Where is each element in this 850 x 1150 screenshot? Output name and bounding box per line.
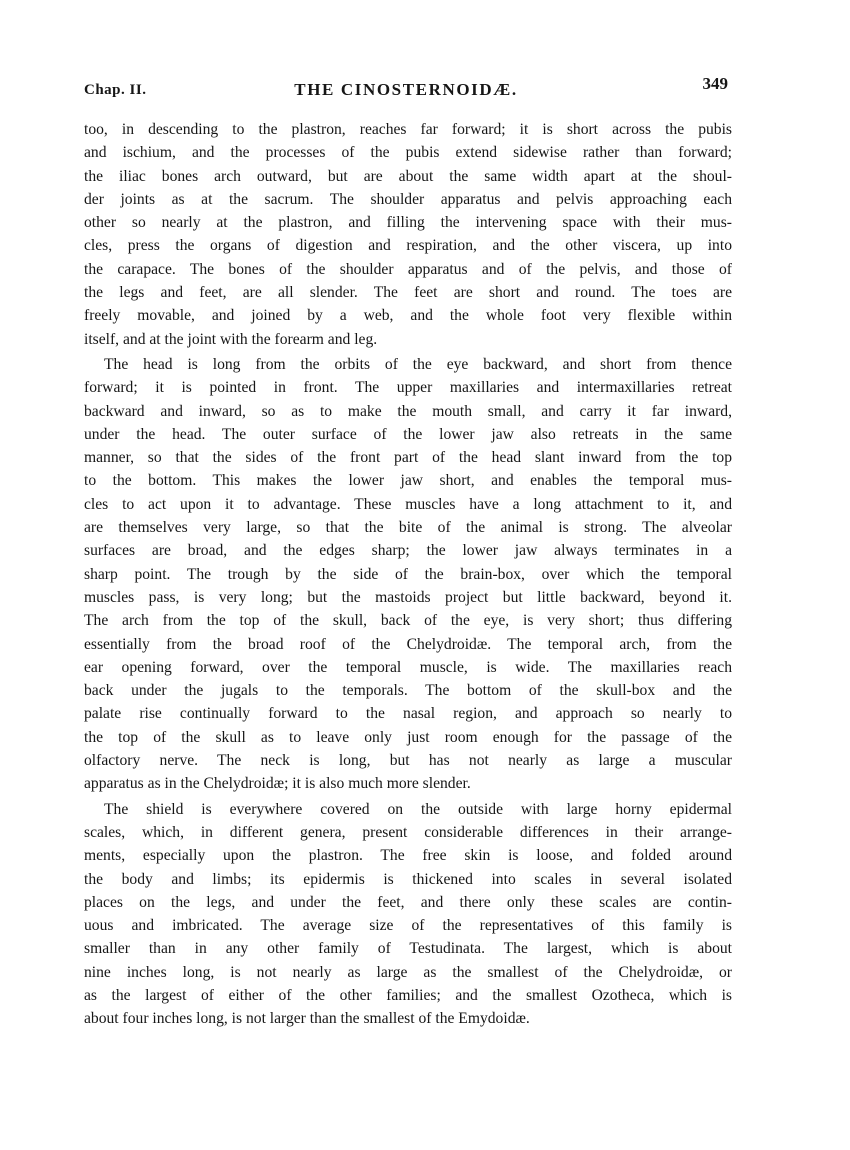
text-line: surfaces are broad, and the edges sharp; the lower jaw always terminates in a <box>84 542 732 560</box>
text-line: are themselves very large, so that the bite of the animal is strong. The alveolar <box>84 519 732 537</box>
text-line: cles, press the organs of digestion and respiration, and the other viscera, up into <box>84 237 732 255</box>
text-line: apparatus as in the Chelydroidæ; it is also much more slender. <box>84 775 471 793</box>
paragraph <box>84 353 732 796</box>
text-line: the legs and feet, are all slender. The feet are short and round. The toes are <box>84 284 732 302</box>
text-line: itself, and at the joint with the forearm and leg. <box>84 330 378 348</box>
page-number: 349 <box>702 74 728 93</box>
text-line: The shield is everywhere covered on the outside with large horny epidermal <box>104 800 732 818</box>
text-line: der joints as at the sacrum. The shoulder apparatus and pelvis approaching each <box>84 190 732 208</box>
text-line: too, in descending to the plastron, reaches far forward; it is short across the pubis <box>84 121 732 138</box>
body-text <box>84 118 732 1031</box>
text-line: uous and imbricated. The average size of the representatives of this family is <box>84 917 732 935</box>
text-line: backward and inward, so as to make the mouth small, and carry it far inward, <box>84 402 732 420</box>
text-line: under the head. The outer surface of the lower jaw also retreats in the same <box>84 425 732 443</box>
text-line: places on the legs, and under the feet, and there only these scales are contin- <box>84 893 732 911</box>
text-line: sharp point. The trough by the side of the brain-box, over which the temporal <box>84 565 732 583</box>
running-header <box>84 74 728 104</box>
text-line: forward; it is pointed in front. The upper maxillaries and intermaxillaries retreat <box>84 379 732 397</box>
text-line: muscles pass, is very long; but the mastoids project but little backward, beyond it. <box>84 588 732 606</box>
chapter-label: Chap. II. <box>84 82 147 98</box>
text-line: cles to act upon it to advantage. These muscles have a long attachment to it, and <box>84 495 732 513</box>
text-line: the body and limbs; its epidermis is thickened into scales in several isolated <box>84 870 732 888</box>
text-line: freely movable, and joined by a web, and the whole foot very flexible within <box>84 307 732 325</box>
text-line: essentially from the broad roof of the Chelydroidæ. The temporal arch, from the <box>84 635 732 653</box>
text-line: other so nearly at the plastron, and filling the intervening space with their mus- <box>84 214 732 232</box>
text-line: back under the jugals to the temporals. The bottom of the skull-box and the <box>84 682 732 700</box>
text-line: as the largest of either of the other families; and the smallest Ozotheca, which is <box>84 986 732 1004</box>
text-line: nine inches long, is not nearly as large as the smallest of the Chelydroidæ, or <box>84 963 732 981</box>
text-line: palate rise continually forward to the nasal region, and approach so nearly to <box>84 705 732 723</box>
text-line: to the bottom. This makes the lower jaw short, and enables the temporal mus- <box>84 472 732 490</box>
text-line: the iliac bones arch outward, but are about the same width apart at the shoul- <box>84 167 732 185</box>
text-line: olfactory nerve. The neck is long, but has not nearly as large a muscular <box>84 752 732 770</box>
text-line: the carapace. The bones of the shoulder apparatus and of the pelvis, and those of <box>84 260 732 278</box>
text-line: ear opening forward, over the temporal muscle, is wide. The maxillaries reach <box>84 658 732 676</box>
text-line: ments, especially upon the plastron. The free skin is loose, and folded around <box>84 847 732 865</box>
paragraph <box>84 798 732 1031</box>
text-line: manner, so that the sides of the front part of the head slant inward from the top <box>84 449 732 467</box>
text-line: the top of the skull as to leave only just room enough for the passage of the <box>84 728 732 746</box>
running-title: THE CINOSTERNOIDÆ. <box>294 80 518 99</box>
text-line: The arch from the top of the skull, back of the eye, is very short; thus differing <box>84 612 732 630</box>
text-line: smaller than in any other family of Testudinata. The largest, which is about <box>84 940 732 958</box>
text-line: The head is long from the orbits of the eye backward, and short from thence <box>104 355 732 373</box>
text-line: about four inches long, is not larger than the smallest of the Emydoidæ. <box>84 1010 530 1028</box>
paragraph <box>84 118 732 351</box>
text-line: and ischium, and the processes of the pubis extend sidewise rather than forward; <box>84 144 732 162</box>
text-line: scales, which, in different genera, present considerable differences in their arrange- <box>84 823 732 841</box>
